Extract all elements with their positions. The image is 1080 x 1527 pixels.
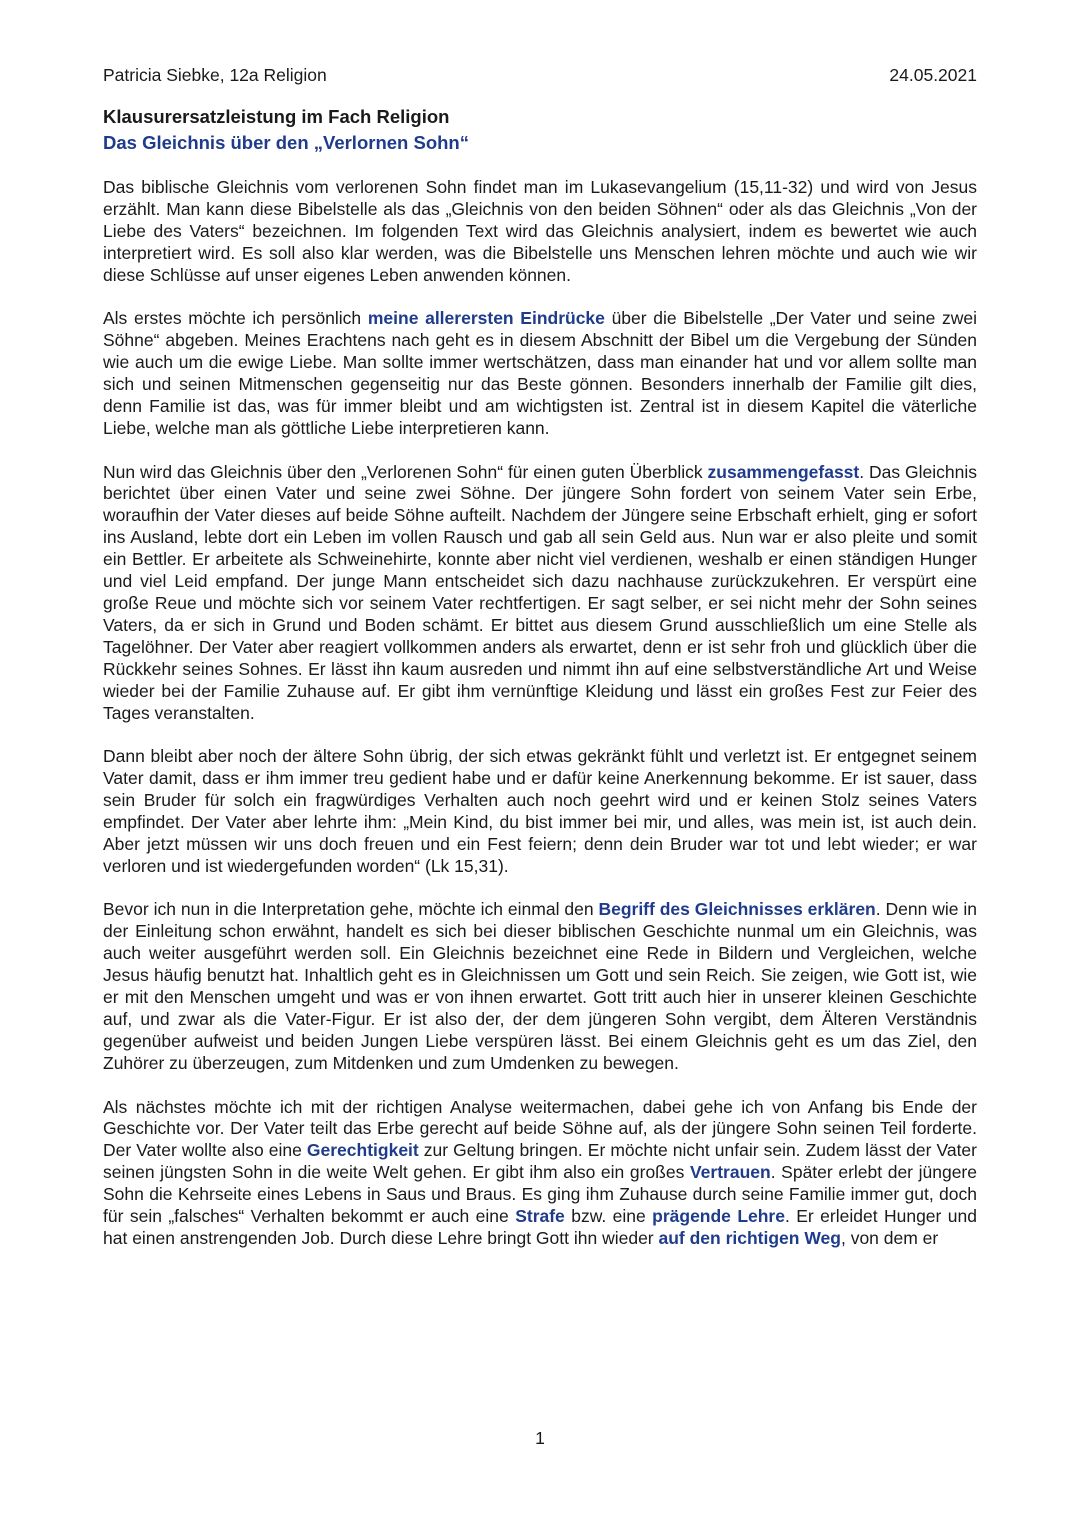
author-line: Patricia Siebke, 12a Religion: [103, 65, 327, 85]
page-header: [103, 62, 977, 88]
paragraph-text: . Später erlebt der jüngere Sohn die Kehrseite eines Lebens in Saus und Braus. Es ging ihm Zuhause durch seine Familie immer gut, doch für sein „falsches“ Verhalten bekommt er auch eine: [103, 1162, 977, 1227]
paragraph-intro: [103, 177, 977, 287]
document-page: [103, 62, 977, 1250]
paragraph-parable-definition: [103, 899, 977, 1074]
highlight-term: Strafe: [515, 1206, 565, 1227]
page-number: 1: [535, 1428, 545, 1448]
paragraph-analysis: [103, 1097, 977, 1250]
highlight-term: zusammengefasst: [707, 461, 860, 482]
paragraph-text: bzw. eine: [564, 1206, 653, 1227]
highlight-term: Begriff des Gleichnisses erklären: [598, 899, 876, 920]
paragraph-summary: [103, 462, 977, 725]
paragraph-text: Nun wird das Gleichnis über den „Verlorenen Sohn“ für einen guten Überblick: [103, 461, 708, 482]
paragraph-first-impressions: [103, 308, 977, 439]
paragraph-text: Das biblische Gleichnis vom verlorenen Sohn findet man im Lukasevangelium (15,11-32) und wird von Jesus erzählt. Man kann diese Bibelstelle als das „Gleichnis von den beiden Söhnen“ oder als das Gleichnis „Von der Liebe des Vaters“ bezeichnen. Im folgenden Text wird das Gleichnis analysiert, indem es bewertet wie auch interpretiert wird. Es soll also klar werden, was die Bibelstelle uns Menschen lehren möchte und auch wie wir diese Schlüsse auf unser eigenes Leben anwenden können.: [103, 177, 977, 285]
paragraph-text: Als erstes möchte ich persönlich: [103, 308, 368, 329]
paragraph-text: über die Bibelstelle „Der Vater und seine zwei Söhne“ abgeben. Meines Erachtens nach geht es in diesem Abschnitt der Bibel um die Vergebung der Sünden wie auch um die ewige Liebe. Man sollte immer wertschätzen, dass man einander hat und vor allem sollte man sich und seinen Mitmenschen gegenseitig nur das Beste gönnen. Besonders innerhalb der Familie gilt dies, denn Familie ist das, was für immer bleibt und am wichtigsten ist. Zentral ist in diesem Kapitel die väterliche Liebe, welche man als göttliche Liebe interpretieren kann.: [103, 308, 977, 438]
highlight-term: Gerechtigkeit: [306, 1140, 419, 1161]
paragraph-text: Bevor ich nun in die Interpretation gehe, möchte ich einmal den: [103, 899, 599, 920]
paragraph-elder-son: [103, 746, 977, 877]
paragraph-text: , von dem er: [840, 1227, 939, 1248]
paragraph-text: Als nächstes möchte ich mit der richtigen Analyse weitermachen, dabei gehe ich von Anfang bis Ende der Geschichte vor. Der Vater teilt das Erbe gerecht auf beide Söhne auf, als der jüngere Sohn seinen Teil forderte. Der Vater wollte also eine: [103, 1096, 977, 1161]
paragraph-text: . Denn wie in der Einleitung schon erwähnt, handelt es sich bei dieser biblischen Geschichte nunmal um ein Gleichnis, was auch weiter ausgeführt werden soll. Ein Gleichnis bezeichnet eine Rede in Bildern und Vergleichen, welche Jesus häufig benutzt hat. Inhaltlich geht es in Gleichnissen um Gott und sein Reich. Sie zeigen, wie Gott ist, wie er mit den Menschen umgeht und was er von ihnen erwartet. Gott tritt auch hier in unserer kleinen Geschichte auf, und zwar als die Vater-Figur. Er ist also der, der dem jüngeren Sohn vergibt, dem Älteren Verständnis gegenüber aufweist und beiden Jungen Liebe verspüren lässt. Bei einem Gleichnis geht es um das Ziel, den Zuhörer zu überzeugen, zum Mitdenken und zum Umdenken zu bewegen.: [103, 899, 977, 1073]
highlight-term: prägende Lehre: [652, 1206, 785, 1227]
highlight-term: meine allerersten Eindrücke: [367, 308, 605, 329]
paragraph-text: zur Geltung bringen. Er möchte nicht unfair sein. Zudem lässt der Vater seinen jüngsten Sohn in die weite Welt gehen. Er gibt ihm also ein großes: [103, 1140, 977, 1183]
paragraph-text: Dann bleibt aber noch der ältere Sohn übrig, der sich etwas gekränkt fühlt und verletzt ist. Er entgegnet seinem Vater damit, dass er ihm immer treu gedient habe und er dafür keine Anerkennung bekomme. Er ist sauer, dass sein Bruder für solch ein fragwürdiges Verhalten auch noch geehrt wird und er keinen Stolz seines Vaters empfindet. Der Vater aber lehrte ihm: „Mein Kind, du bist immer bei mir, und alles, was mein ist, ist auch dein. Aber jetzt müssen wir uns doch freuen und ein Fest feiern; denn dein Bruder war tot und lebt wieder; er war verloren und ist wiedergefunden worden“ (Lk 15,31).: [103, 746, 977, 876]
paragraph-text: . Das Gleichnis berichtet über einen Vater und seine zwei Söhne. Der jüngere Sohn fordert von seinem Vater sein Erbe, woraufhin der Vater dieses auf beide Söhne aufteilt. Nachdem der Jüngere seine Erbschaft erhielt, ging er sofort ins Ausland, lebte dort ein Leben im vollen Rausch und gab all sein Geld aus. Nun war er also pleite und somit ein Bettler. Er arbeitete als Schweinehirte, konnte aber nicht viel verdienen, weshalb er einen ständigen Hunger und viel Leid empfand. Der junge Mann entscheidet sich dazu nachhause zurückzukehren. Er verspürt eine große Reue und möchte sich vor seinem Vater rechtfertigen. Er sagt selber, er sei nicht mehr der Sohn seines Vaters, da er sich in Grund und Boden schämt. Er bittet aus diesem Grund ausschließlich um eine Stelle als Tagelöhner. Der Vater aber reagiert vollkommen anders als erwartet, denn er ist sehr froh und glücklich über die Rückkehr seines Sohnes. Er lässt ihn kaum ausreden und nimmt ihn auf eine selbstverständliche Art und Weise wieder bei der Familie Zuhause auf. Er gibt ihm vernünftige Kleidung und lässt ein großes Fest zur Feier des Tages veranstalten.: [103, 461, 977, 723]
date: 24.05.2021: [889, 65, 977, 85]
highlight-term: auf den richtigen Weg: [658, 1227, 841, 1248]
paragraph-text: . Er erleidet Hunger und hat einen anstrengenden Job. Durch diese Lehre bringt Gott ihn wieder: [103, 1206, 977, 1248]
document-title: Klausurersatzleistung im Fach Religion: [103, 106, 450, 127]
highlight-term: Vertrauen: [689, 1162, 771, 1183]
document-subtitle: Das Gleichnis über den „Verlornen Sohn“: [103, 132, 469, 153]
